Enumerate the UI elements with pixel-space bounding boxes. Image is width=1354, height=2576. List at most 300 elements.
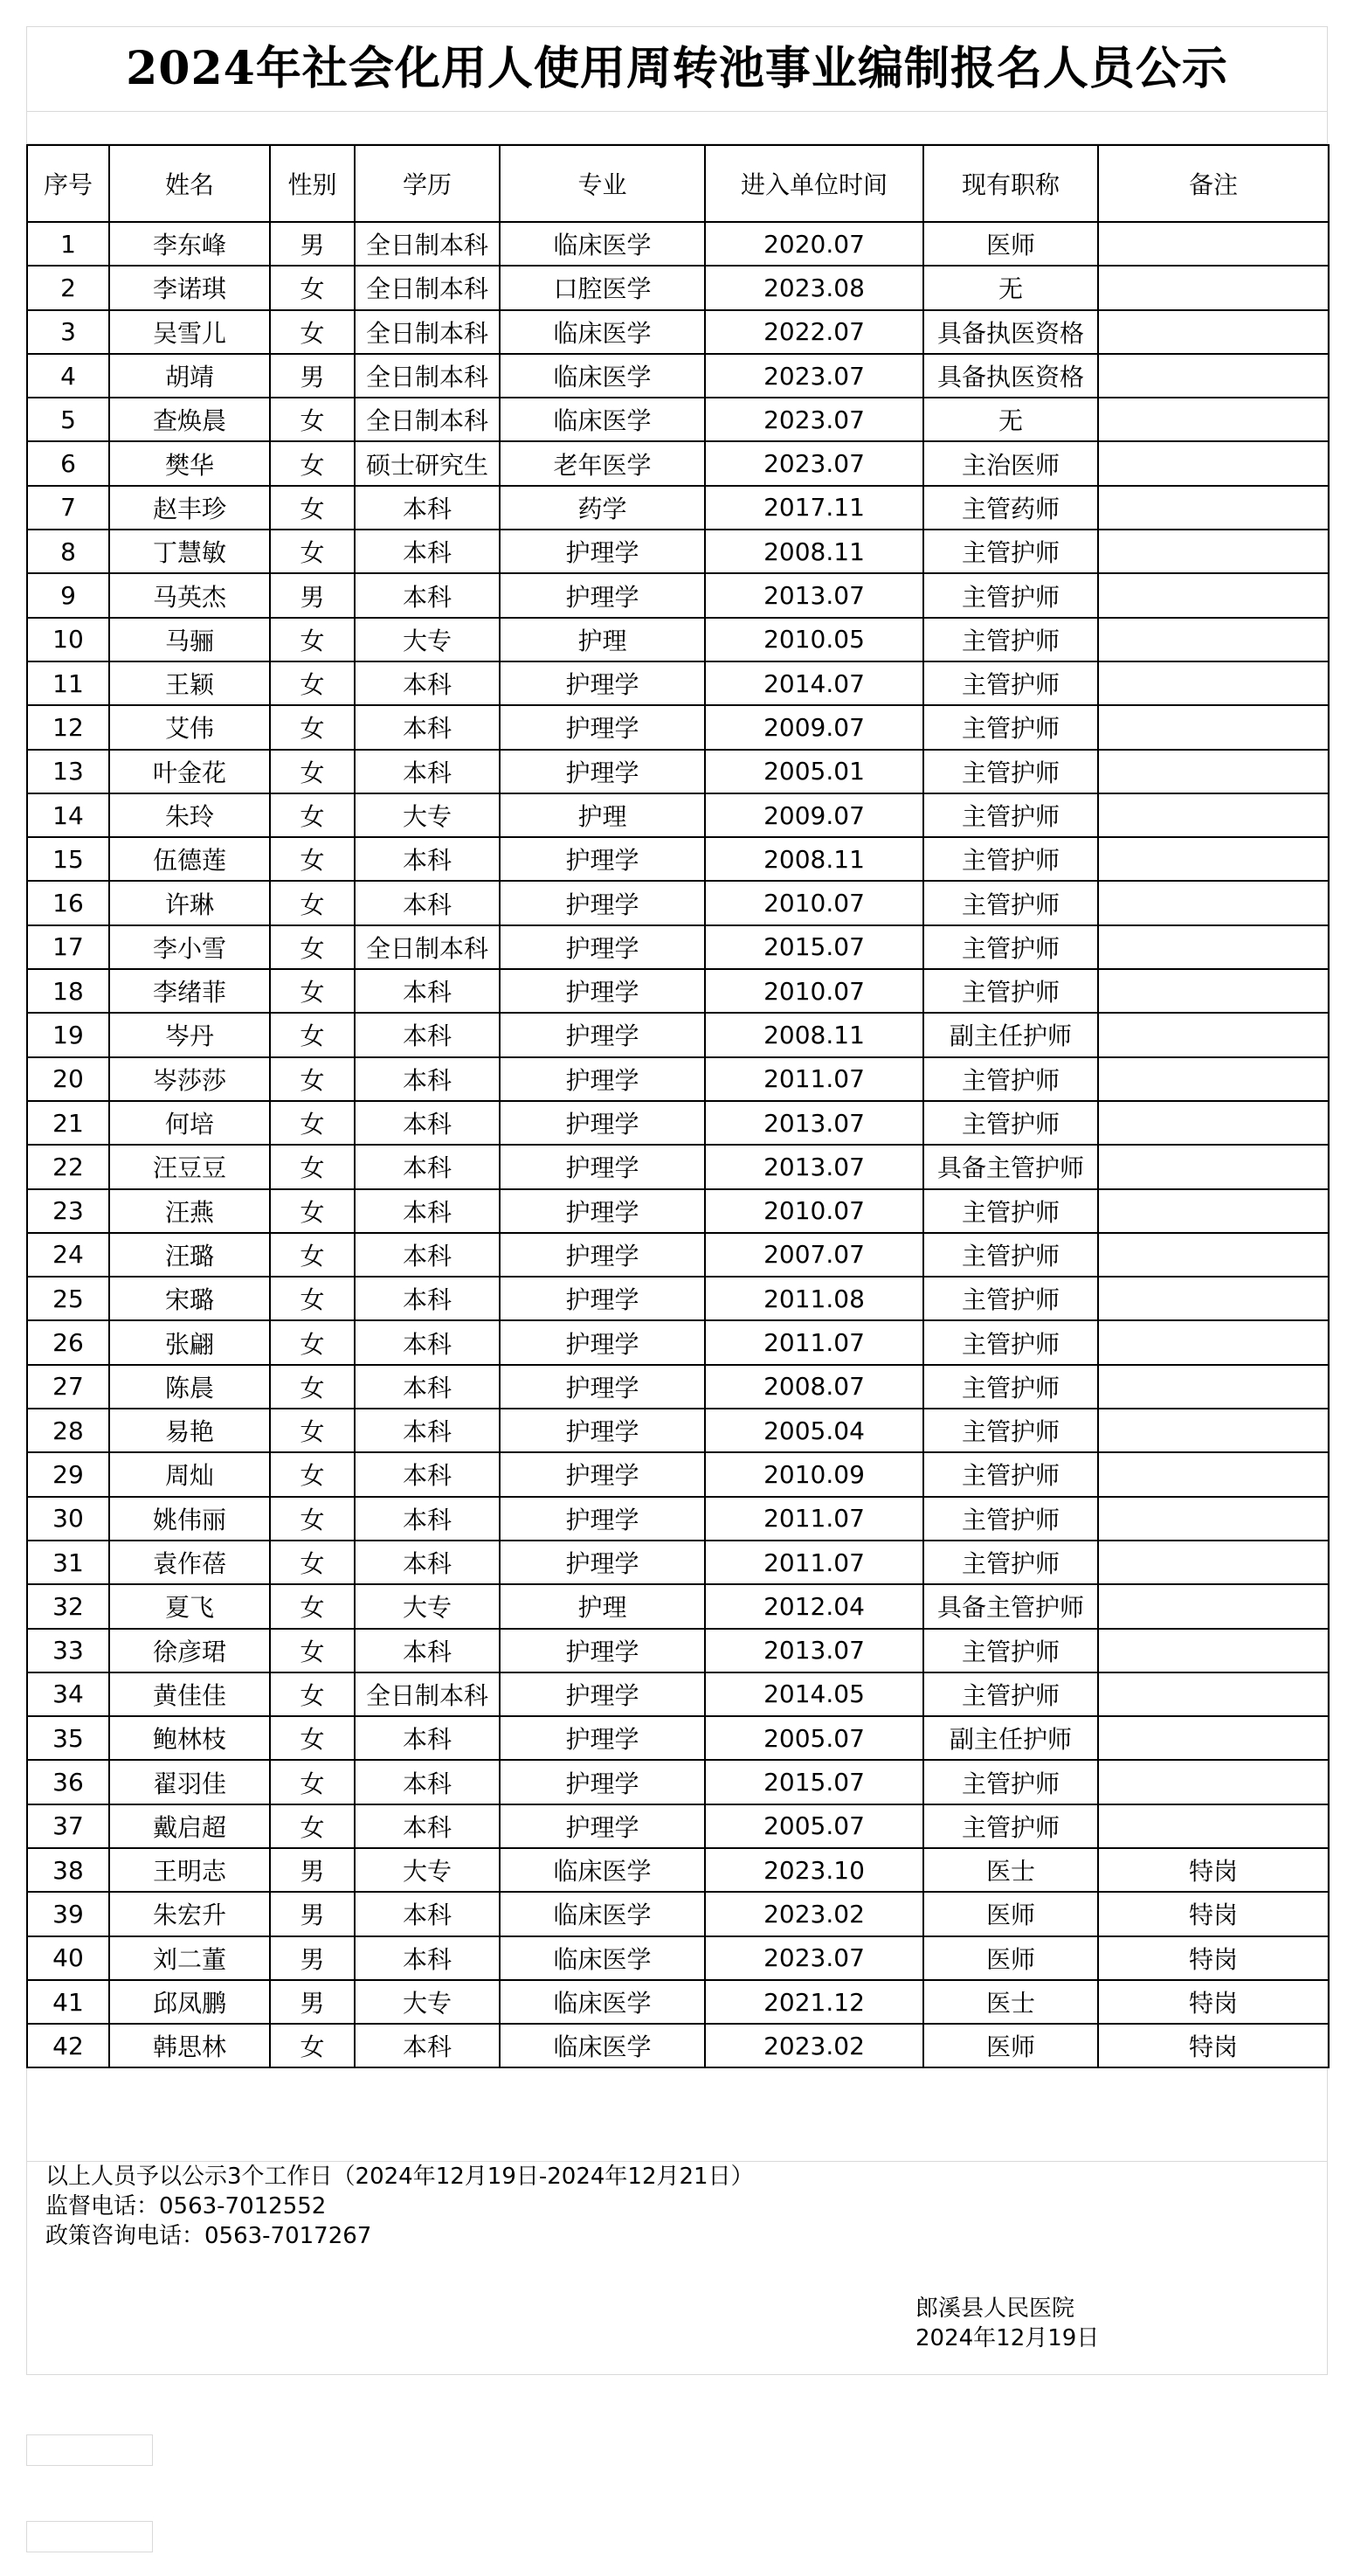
applicant-table [26, 144, 1330, 2068]
cell-col-entry-date: 2010.07 [705, 881, 923, 924]
cell-col-title: 主管护师 [923, 1057, 1098, 1101]
cell-col-gender: 女 [270, 1760, 355, 1804]
cell-col-education: 大专 [355, 1848, 500, 1892]
cell-col-gender: 女 [270, 881, 355, 924]
cell-col-education: 全日制本科 [355, 925, 500, 969]
cell-col-remark [1098, 837, 1329, 881]
cell-col-gender: 女 [270, 441, 355, 485]
cell-col-remark [1098, 618, 1329, 661]
cell-col-entry-date: 2013.07 [705, 1145, 923, 1188]
cell-col-title: 医士 [923, 1980, 1098, 2024]
cell-col-index: 35 [27, 1716, 109, 1760]
cell-col-gender: 女 [270, 1629, 355, 1672]
cell-col-entry-date: 2022.07 [705, 310, 923, 354]
cell-col-remark [1098, 1145, 1329, 1188]
cell-col-remark [1098, 1320, 1329, 1364]
cell-col-title: 医师 [923, 2024, 1098, 2067]
cell-col-name: 周灿 [109, 1452, 270, 1496]
table-row [27, 1409, 1329, 1452]
table-row [27, 266, 1329, 309]
cell-col-education: 本科 [355, 705, 500, 749]
cell-col-major: 护理 [500, 1584, 705, 1628]
cell-col-name: 张翩 [109, 1320, 270, 1364]
cell-col-name: 李绪菲 [109, 969, 270, 1013]
cell-col-education: 本科 [355, 1452, 500, 1496]
cell-col-entry-date: 2008.11 [705, 837, 923, 881]
cell-col-education: 全日制本科 [355, 222, 500, 266]
cell-col-remark: 特岗 [1098, 1892, 1329, 1935]
table-row [27, 837, 1329, 881]
table-row [27, 1320, 1329, 1364]
cell-col-remark [1098, 1409, 1329, 1452]
cell-col-major: 临床医学 [500, 354, 705, 398]
cell-col-name: 胡靖 [109, 354, 270, 398]
cell-col-index: 7 [27, 486, 109, 530]
cell-col-name: 鲍林枝 [109, 1716, 270, 1760]
cell-col-index: 3 [27, 310, 109, 354]
cell-col-gender: 女 [270, 1452, 355, 1496]
cell-col-title: 无 [923, 398, 1098, 441]
cell-col-gender: 女 [270, 1013, 355, 1056]
cell-col-gender: 男 [270, 1980, 355, 2024]
cell-col-title: 主管护师 [923, 530, 1098, 573]
cell-col-index: 22 [27, 1145, 109, 1188]
cell-col-gender: 女 [270, 2024, 355, 2067]
cell-col-gender: 女 [270, 1189, 355, 1233]
cell-col-remark: 特岗 [1098, 1980, 1329, 2024]
cell-col-title: 主管护师 [923, 1409, 1098, 1452]
cell-col-name: 岑莎莎 [109, 1057, 270, 1101]
cell-col-title: 主管护师 [923, 793, 1098, 837]
cell-col-gender: 女 [270, 618, 355, 661]
cell-col-index: 34 [27, 1672, 109, 1716]
cell-col-title: 医师 [923, 1936, 1098, 1980]
table-row [27, 1980, 1329, 2024]
cell-col-entry-date: 2010.07 [705, 1189, 923, 1233]
supervision-phone: 监督电话：0563-7012552 [45, 2193, 327, 2219]
cell-col-education: 本科 [355, 1013, 500, 1056]
table-row [27, 573, 1329, 617]
cell-col-education: 大专 [355, 1584, 500, 1628]
cell-col-remark [1098, 486, 1329, 530]
table-row [27, 398, 1329, 441]
cell-col-index: 14 [27, 793, 109, 837]
cell-col-name: 樊华 [109, 441, 270, 485]
cell-col-name: 邱凤鹏 [109, 1980, 270, 2024]
table-row [27, 1672, 1329, 1716]
cell-col-index: 6 [27, 441, 109, 485]
cell-col-education: 本科 [355, 881, 500, 924]
cell-col-name: 李小雪 [109, 925, 270, 969]
cell-col-major: 护理学 [500, 1716, 705, 1760]
cell-col-title: 无 [923, 266, 1098, 309]
cell-col-education: 本科 [355, 486, 500, 530]
cell-col-major: 护理学 [500, 1804, 705, 1848]
cell-col-entry-date: 2011.07 [705, 1057, 923, 1101]
cell-col-education: 本科 [355, 1409, 500, 1452]
cell-col-gender: 女 [270, 1409, 355, 1452]
cell-col-education: 本科 [355, 1936, 500, 1980]
cell-col-index: 28 [27, 1409, 109, 1452]
cell-col-title: 主管护师 [923, 1804, 1098, 1848]
cell-col-index: 15 [27, 837, 109, 881]
cell-col-remark [1098, 441, 1329, 485]
cell-col-entry-date: 2011.07 [705, 1320, 923, 1364]
cell-col-index: 23 [27, 1189, 109, 1233]
cell-col-education: 大专 [355, 618, 500, 661]
cell-col-gender: 女 [270, 1541, 355, 1584]
table-row [27, 1452, 1329, 1496]
cell-col-entry-date: 2023.02 [705, 2024, 923, 2067]
cell-col-name: 袁作蓓 [109, 1541, 270, 1584]
cell-col-gender: 男 [270, 354, 355, 398]
table-row [27, 530, 1329, 573]
cell-col-name: 徐彦珺 [109, 1629, 270, 1672]
cell-col-name: 吴雪儿 [109, 310, 270, 354]
table-row [27, 222, 1329, 266]
signature-block [915, 2294, 1099, 2353]
cell-col-remark [1098, 398, 1329, 441]
cell-col-title: 医师 [923, 1892, 1098, 1935]
cell-col-index: 30 [27, 1497, 109, 1541]
cell-col-name: 李东峰 [109, 222, 270, 266]
cell-col-remark [1098, 661, 1329, 705]
table-row [27, 705, 1329, 749]
cell-col-remark [1098, 1760, 1329, 1804]
cell-col-name: 朱玲 [109, 793, 270, 837]
table-row [27, 750, 1329, 793]
cell-col-name: 马骊 [109, 618, 270, 661]
cell-col-education: 本科 [355, 1233, 500, 1277]
cell-col-gender: 女 [270, 705, 355, 749]
cell-col-title: 主管护师 [923, 1497, 1098, 1541]
table-row [27, 1541, 1329, 1584]
cell-col-index: 33 [27, 1629, 109, 1672]
cell-col-education: 本科 [355, 1892, 500, 1935]
table-row [27, 1101, 1329, 1145]
cell-col-entry-date: 2013.07 [705, 573, 923, 617]
cell-col-index: 17 [27, 925, 109, 969]
cell-col-remark [1098, 1365, 1329, 1409]
cell-col-title: 医师 [923, 222, 1098, 266]
cell-col-entry-date: 2017.11 [705, 486, 923, 530]
cell-col-entry-date: 2009.07 [705, 705, 923, 749]
cell-col-name: 易艳 [109, 1409, 270, 1452]
cell-col-name: 伍德莲 [109, 837, 270, 881]
table-row [27, 1013, 1329, 1056]
blank-row [26, 2130, 1328, 2162]
cell-col-education: 本科 [355, 2024, 500, 2067]
cell-col-entry-date: 2013.07 [705, 1101, 923, 1145]
cell-col-gender: 女 [270, 1145, 355, 1188]
cell-col-gender: 女 [270, 310, 355, 354]
cell-col-title: 主管护师 [923, 925, 1098, 969]
cell-col-title: 具备主管护师 [923, 1584, 1098, 1628]
cell-col-entry-date: 2005.01 [705, 750, 923, 793]
table-row [27, 1760, 1329, 1804]
cell-col-name: 岑丹 [109, 1013, 270, 1056]
header-col-index: 序号 [27, 145, 109, 222]
cell-col-name: 马英杰 [109, 573, 270, 617]
cell-col-remark [1098, 1541, 1329, 1584]
cell-col-title: 主管护师 [923, 837, 1098, 881]
cell-col-remark [1098, 793, 1329, 837]
table-row [27, 441, 1329, 485]
table-row [27, 881, 1329, 924]
cell-col-index: 18 [27, 969, 109, 1013]
cell-col-title: 主治医师 [923, 441, 1098, 485]
cell-col-gender: 女 [270, 530, 355, 573]
cell-col-remark [1098, 1189, 1329, 1233]
cell-col-index: 21 [27, 1101, 109, 1145]
cell-col-gender: 女 [270, 1277, 355, 1320]
cell-col-gender: 男 [270, 222, 355, 266]
cell-col-name: 戴启超 [109, 1804, 270, 1848]
cell-col-title: 主管护师 [923, 1541, 1098, 1584]
cell-col-name: 汪璐 [109, 1233, 270, 1277]
cell-col-remark [1098, 705, 1329, 749]
cell-col-entry-date: 2013.07 [705, 1629, 923, 1672]
cell-col-major: 临床医学 [500, 1848, 705, 1892]
cell-col-entry-date: 2023.07 [705, 398, 923, 441]
cell-col-gender: 女 [270, 1672, 355, 1716]
cell-col-title: 主管护师 [923, 1452, 1098, 1496]
cell-col-major: 护理学 [500, 1320, 705, 1364]
table-row [27, 1629, 1329, 1672]
cell-col-major: 护理学 [500, 705, 705, 749]
cell-col-gender: 女 [270, 266, 355, 309]
cell-col-education: 本科 [355, 1057, 500, 1101]
cell-col-education: 大专 [355, 1980, 500, 2024]
cell-col-name: 黄佳佳 [109, 1672, 270, 1716]
cell-col-major: 临床医学 [500, 1936, 705, 1980]
cell-col-index: 11 [27, 661, 109, 705]
cell-col-education: 本科 [355, 1716, 500, 1760]
cell-col-name: 姚伟丽 [109, 1497, 270, 1541]
cell-col-index: 37 [27, 1804, 109, 1848]
cell-col-title: 主管护师 [923, 1101, 1098, 1145]
cell-col-entry-date: 2020.07 [705, 222, 923, 266]
cell-col-title: 主管护师 [923, 969, 1098, 1013]
cell-col-name: 何培 [109, 1101, 270, 1145]
table-row [27, 969, 1329, 1013]
cell-col-entry-date: 2011.08 [705, 1277, 923, 1320]
cell-col-name: 宋璐 [109, 1277, 270, 1320]
cell-col-remark [1098, 310, 1329, 354]
cell-col-major: 护理学 [500, 1277, 705, 1320]
cell-col-title: 副主任护师 [923, 1716, 1098, 1760]
cell-col-entry-date: 2023.07 [705, 1936, 923, 1980]
cell-col-entry-date: 2023.08 [705, 266, 923, 309]
header-col-title: 现有职称 [923, 145, 1098, 222]
cell-col-remark [1098, 1497, 1329, 1541]
table-row [27, 925, 1329, 969]
cell-col-remark [1098, 1584, 1329, 1628]
cell-col-entry-date: 2014.05 [705, 1672, 923, 1716]
table-row [27, 1497, 1329, 1541]
cell-col-name: 丁慧敏 [109, 530, 270, 573]
cell-col-title: 主管护师 [923, 881, 1098, 924]
cell-col-remark [1098, 925, 1329, 969]
cell-col-entry-date: 2011.07 [705, 1541, 923, 1584]
cell-col-gender: 女 [270, 1804, 355, 1848]
header-col-remark: 备注 [1098, 145, 1329, 222]
table-row [27, 1892, 1329, 1935]
cell-col-remark [1098, 530, 1329, 573]
cell-col-remark [1098, 750, 1329, 793]
cell-col-index: 40 [27, 1936, 109, 1980]
table-row [27, 1233, 1329, 1277]
cell-col-gender: 女 [270, 1497, 355, 1541]
cell-col-gender: 女 [270, 837, 355, 881]
cell-col-major: 护理学 [500, 1189, 705, 1233]
cell-col-entry-date: 2023.02 [705, 1892, 923, 1935]
cell-col-entry-date: 2010.05 [705, 618, 923, 661]
header-col-gender: 性别 [270, 145, 355, 222]
cell-col-index: 32 [27, 1584, 109, 1628]
cell-col-education: 本科 [355, 1101, 500, 1145]
table-row [27, 1057, 1329, 1101]
cell-col-index: 25 [27, 1277, 109, 1320]
cell-col-name: 李诺琪 [109, 266, 270, 309]
cell-col-index: 16 [27, 881, 109, 924]
cell-col-title: 主管护师 [923, 1189, 1098, 1233]
cell-col-remark [1098, 1013, 1329, 1056]
cell-col-title: 主管护师 [923, 705, 1098, 749]
cell-col-education: 全日制本科 [355, 266, 500, 309]
cell-col-education: 全日制本科 [355, 354, 500, 398]
cell-col-major: 护理 [500, 793, 705, 837]
cell-col-index: 36 [27, 1760, 109, 1804]
cell-col-education: 本科 [355, 1365, 500, 1409]
cell-col-index: 4 [27, 354, 109, 398]
cell-col-entry-date: 2008.11 [705, 530, 923, 573]
cell-col-major: 护理学 [500, 1497, 705, 1541]
cell-col-major: 护理学 [500, 573, 705, 617]
cell-col-title: 主管护师 [923, 1760, 1098, 1804]
cell-col-education: 本科 [355, 1320, 500, 1364]
table-row [27, 1584, 1329, 1628]
cell-col-gender: 女 [270, 1057, 355, 1101]
cell-col-remark [1098, 1804, 1329, 1848]
cell-col-major: 护理学 [500, 750, 705, 793]
cell-col-remark [1098, 222, 1329, 266]
cell-col-major: 口腔医学 [500, 266, 705, 309]
table-row [27, 2024, 1329, 2067]
cell-col-education: 本科 [355, 1541, 500, 1584]
cell-col-entry-date: 2005.07 [705, 1804, 923, 1848]
cell-col-name: 夏飞 [109, 1584, 270, 1628]
cell-col-entry-date: 2014.07 [705, 661, 923, 705]
cell-col-name: 陈晨 [109, 1365, 270, 1409]
cell-col-name: 韩思林 [109, 2024, 270, 2067]
cell-col-education: 本科 [355, 530, 500, 573]
cell-col-remark [1098, 1057, 1329, 1101]
cell-col-education: 硕士研究生 [355, 441, 500, 485]
cell-col-title: 主管护师 [923, 1365, 1098, 1409]
cell-col-title: 具备执医资格 [923, 354, 1098, 398]
cell-col-major: 护理学 [500, 1013, 705, 1056]
table-row [27, 1189, 1329, 1233]
cell-col-index: 42 [27, 2024, 109, 2067]
cell-col-name: 翟羽佳 [109, 1760, 270, 1804]
cell-col-name: 刘二董 [109, 1936, 270, 1980]
cell-col-title: 具备执医资格 [923, 310, 1098, 354]
cell-col-index: 1 [27, 222, 109, 266]
cell-col-index: 38 [27, 1848, 109, 1892]
cell-col-education: 本科 [355, 1145, 500, 1188]
cell-col-index: 27 [27, 1365, 109, 1409]
empty-cell [26, 2521, 153, 2552]
cell-col-major: 护理学 [500, 881, 705, 924]
cell-col-remark [1098, 1452, 1329, 1496]
table-row [27, 661, 1329, 705]
cell-col-index: 13 [27, 750, 109, 793]
cell-col-gender: 女 [270, 1716, 355, 1760]
cell-col-major: 临床医学 [500, 398, 705, 441]
cell-col-education: 本科 [355, 837, 500, 881]
cell-col-major: 护理学 [500, 1057, 705, 1101]
cell-col-entry-date: 2008.07 [705, 1365, 923, 1409]
cell-col-major: 临床医学 [500, 1892, 705, 1935]
cell-col-name: 王颖 [109, 661, 270, 705]
table-row [27, 618, 1329, 661]
table-row [27, 1804, 1329, 1848]
cell-col-gender: 女 [270, 398, 355, 441]
cell-col-entry-date: 2015.07 [705, 925, 923, 969]
cell-col-major: 护理学 [500, 1409, 705, 1452]
issuing-organization: 郎溪县人民医院 [915, 2296, 1075, 2322]
cell-col-index: 2 [27, 266, 109, 309]
cell-col-index: 9 [27, 573, 109, 617]
table-row [27, 354, 1329, 398]
cell-col-education: 本科 [355, 1277, 500, 1320]
cell-col-gender: 男 [270, 573, 355, 617]
cell-col-gender: 女 [270, 1584, 355, 1628]
cell-col-name: 汪豆豆 [109, 1145, 270, 1188]
cell-col-entry-date: 2023.07 [705, 354, 923, 398]
blank-row [26, 112, 1328, 144]
table-row [27, 486, 1329, 530]
cell-col-major: 护理学 [500, 1145, 705, 1188]
cell-col-major: 护理 [500, 618, 705, 661]
cell-col-gender: 男 [270, 1892, 355, 1935]
table-row [27, 1716, 1329, 1760]
cell-col-major: 护理学 [500, 1760, 705, 1804]
cell-col-major: 护理学 [500, 1101, 705, 1145]
cell-col-remark [1098, 1277, 1329, 1320]
cell-col-entry-date: 2021.12 [705, 1980, 923, 2024]
cell-col-index: 20 [27, 1057, 109, 1101]
cell-col-name: 汪燕 [109, 1189, 270, 1233]
cell-col-major: 护理学 [500, 1672, 705, 1716]
cell-col-title: 主管护师 [923, 1629, 1098, 1672]
cell-col-title: 主管护师 [923, 661, 1098, 705]
cell-col-index: 31 [27, 1541, 109, 1584]
cell-col-gender: 女 [270, 661, 355, 705]
cell-col-remark [1098, 1629, 1329, 1672]
cell-col-name: 叶金花 [109, 750, 270, 793]
cell-col-gender: 女 [270, 793, 355, 837]
cell-col-remark [1098, 1716, 1329, 1760]
cell-col-major: 药学 [500, 486, 705, 530]
cell-col-index: 5 [27, 398, 109, 441]
cell-col-title: 副主任护师 [923, 1013, 1098, 1056]
table-row [27, 1936, 1329, 1980]
cell-col-education: 本科 [355, 1804, 500, 1848]
cell-col-education: 本科 [355, 969, 500, 1013]
cell-col-entry-date: 2008.11 [705, 1013, 923, 1056]
